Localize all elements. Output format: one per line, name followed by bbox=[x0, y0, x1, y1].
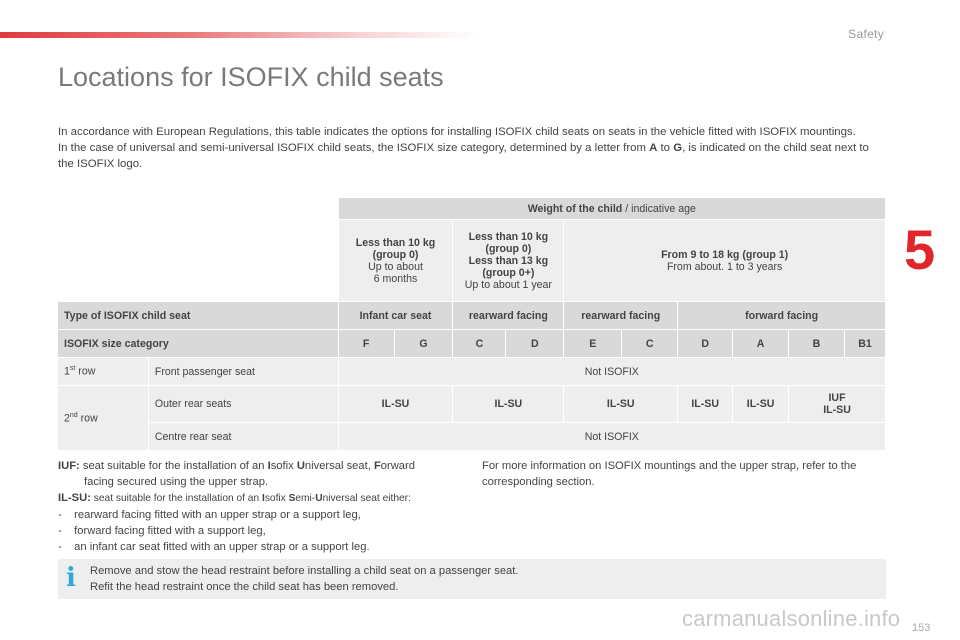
chapter-number: 5 bbox=[904, 218, 936, 281]
row-word: row bbox=[75, 365, 96, 378]
note-letter: I bbox=[261, 493, 265, 504]
row-suffix: st bbox=[69, 365, 76, 373]
seat-value: IL-SU bbox=[733, 386, 789, 423]
group-line: (group 0) bbox=[372, 248, 419, 261]
info-icon: i bbox=[66, 563, 76, 593]
size-cell: D bbox=[678, 330, 733, 358]
section-label: Safety bbox=[848, 27, 884, 41]
type-cell: Infant car seat bbox=[338, 302, 453, 330]
group-line: From 9 to 18 kg (group 1) bbox=[661, 248, 789, 261]
group-line: 6 months bbox=[373, 272, 418, 285]
note-text: niversal seat, bbox=[304, 460, 374, 472]
group-cell-0 bbox=[338, 220, 453, 302]
size-cell: E bbox=[564, 330, 622, 358]
group-line: Less than 10 kg bbox=[468, 230, 549, 243]
intro-text bbox=[58, 124, 878, 173]
group-cell-2 bbox=[564, 220, 886, 302]
size-cell: A bbox=[733, 330, 789, 358]
seat-value: IL-SU bbox=[678, 386, 733, 423]
watermark: carmanualsonline.info bbox=[682, 606, 901, 631]
weight-header-rest: / indicative age bbox=[622, 202, 696, 215]
seat-label: Outer rear seats bbox=[148, 386, 338, 423]
group-line: Up to about bbox=[368, 260, 423, 273]
intro-paragraph-1: In accordance with European Regulations, this table indicates the options for installing ISOFIX child seats on seats in the vehicle fitted with ISOFIX mountings. bbox=[58, 126, 856, 138]
table-blank-cell bbox=[58, 220, 339, 302]
row-number: 1 bbox=[64, 365, 70, 378]
iuf-definition bbox=[58, 458, 468, 474]
size-cell: B bbox=[789, 330, 845, 358]
note-letter: U bbox=[315, 493, 323, 504]
iuf-key: IUF: bbox=[58, 460, 80, 472]
seat-value-line: IUF bbox=[828, 392, 846, 404]
intro-text-part: In the case of universal and semi-universal ISOFIX child seats, the ISOFIX size category, determined by a letter from bbox=[58, 142, 650, 155]
group-line: Up to about 1 year bbox=[464, 278, 552, 291]
seat-value-iuf bbox=[789, 386, 886, 423]
note-letter: S bbox=[288, 493, 296, 504]
table-row bbox=[58, 220, 886, 302]
group-line: (group 0+) bbox=[482, 266, 535, 279]
isofix-table bbox=[57, 197, 886, 451]
table-row bbox=[58, 423, 886, 451]
info-text bbox=[90, 564, 519, 595]
note-text: sofix bbox=[270, 460, 297, 472]
note-letter: I bbox=[267, 460, 271, 472]
seat-value: IL-SU bbox=[564, 386, 678, 423]
ilsu-key: IL-SU: bbox=[58, 492, 91, 504]
seat-value: IL-SU bbox=[453, 386, 564, 423]
row-label-2 bbox=[58, 386, 149, 451]
seat-label: Front passenger seat bbox=[148, 358, 338, 386]
type-cell: forward facing bbox=[678, 302, 886, 330]
size-cell: F bbox=[338, 330, 394, 358]
table-row bbox=[58, 386, 886, 423]
size-cell: C bbox=[453, 330, 506, 358]
type-cell: rearward facing bbox=[453, 302, 564, 330]
ilsu-definition bbox=[58, 490, 468, 507]
group-line: Less than 13 kg bbox=[468, 254, 549, 267]
note-text: seat suitable for the installation of an bbox=[90, 493, 262, 504]
info-box bbox=[58, 559, 886, 599]
seat-value: Not ISOFIX bbox=[338, 358, 885, 386]
table-row bbox=[58, 302, 886, 330]
seat-value: IL-SU bbox=[338, 386, 453, 423]
page-title: Locations for ISOFIX child seats bbox=[58, 62, 444, 92]
intro-text-part: to bbox=[657, 142, 674, 155]
size-label: ISOFIX size category bbox=[58, 330, 339, 358]
row-word: row bbox=[77, 412, 98, 425]
type-label: Type of ISOFIX child seat bbox=[58, 302, 339, 330]
intro-text-part: , is indicated on the child seat next to the ISOFIX logo. bbox=[58, 142, 869, 171]
table-row bbox=[58, 198, 886, 220]
size-cell: C bbox=[622, 330, 678, 358]
note-text: orward bbox=[380, 460, 415, 472]
group-cell-1 bbox=[453, 220, 564, 302]
group-line: From about. 1 to 3 years bbox=[666, 260, 783, 273]
group-line: Less than 10 kg bbox=[355, 236, 436, 249]
note-letter: U bbox=[296, 460, 305, 472]
list-item: - rearward facing fitted with an upper strap or a support leg, bbox=[58, 509, 361, 521]
info-line: Remove and stow the head restraint before installing a child seat on a passenger seat. bbox=[90, 565, 519, 577]
note-text: seat suitable for the installation of an bbox=[79, 460, 268, 472]
iuf-definition-line2: facing secured using the upper strap. bbox=[84, 476, 269, 488]
intro-paragraph-2 bbox=[58, 140, 878, 172]
row-label-1 bbox=[58, 358, 149, 386]
more-info-note: For more information on ISOFIX mountings and the upper strap, refer to the corresponding section. bbox=[482, 460, 857, 488]
size-letter-a: A bbox=[649, 142, 658, 155]
seat-value-line: IL-SU bbox=[823, 404, 851, 416]
table-row bbox=[58, 358, 886, 386]
weight-header-bold: Weight of the child bbox=[527, 202, 623, 215]
weight-header bbox=[338, 198, 885, 220]
table-blank-cell bbox=[58, 198, 339, 220]
size-cell: B1 bbox=[844, 330, 885, 358]
seat-value: Not ISOFIX bbox=[338, 423, 885, 451]
info-line: Refit the head restraint once the child seat has been removed. bbox=[90, 580, 399, 593]
group-line: (group 0) bbox=[485, 242, 532, 255]
size-letter-g: G bbox=[673, 142, 683, 155]
note-letter: F bbox=[373, 460, 381, 472]
note-text: emi- bbox=[295, 493, 316, 504]
page-number: 153 bbox=[912, 622, 931, 634]
row-suffix: nd bbox=[69, 411, 78, 419]
type-cell: rearward facing bbox=[564, 302, 678, 330]
size-cell: D bbox=[506, 330, 564, 358]
header-accent-bar bbox=[0, 32, 480, 38]
seat-label: Centre rear seat bbox=[148, 423, 338, 451]
size-cell: G bbox=[394, 330, 453, 358]
row-number: 2 bbox=[64, 412, 70, 425]
note-text: niversal seat either: bbox=[322, 493, 411, 504]
table-row bbox=[58, 330, 886, 358]
list-item: - forward facing fitted with a support leg, bbox=[58, 525, 266, 537]
legend-notes bbox=[58, 458, 468, 555]
note-text: sofix bbox=[264, 493, 289, 504]
list-item: - an infant car seat fitted with an upper strap or a support leg. bbox=[58, 541, 370, 553]
